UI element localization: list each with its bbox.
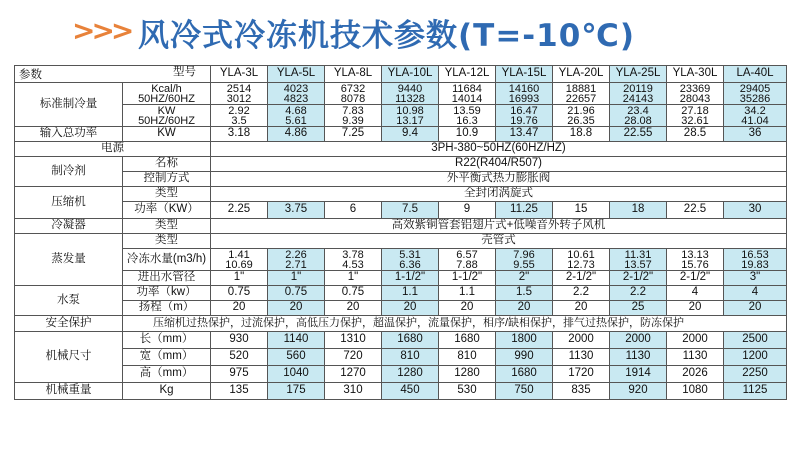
table-row bbox=[15, 316, 787, 332]
value-cell: 1130 bbox=[667, 349, 724, 366]
model-header: YLA-20L bbox=[553, 66, 610, 83]
value-cell bbox=[496, 249, 553, 271]
unit-kcal bbox=[123, 83, 211, 105]
value-cell: 7.5 bbox=[382, 202, 439, 219]
value-cell bbox=[610, 83, 667, 105]
weight-unit: Kg bbox=[123, 383, 211, 400]
value-cell: 3.18 bbox=[211, 127, 268, 142]
width-label: 宽（mm） bbox=[123, 349, 211, 366]
cell-line: 21.96 bbox=[567, 104, 595, 117]
cell-line: 29405 bbox=[739, 82, 771, 95]
cell-line: 18881 bbox=[565, 82, 597, 95]
cell-line: 10.98 bbox=[396, 104, 424, 117]
table-row bbox=[15, 271, 787, 286]
value-cell bbox=[325, 83, 382, 105]
weight-label: 机械重量 bbox=[15, 383, 123, 400]
value-cell: 1" bbox=[325, 271, 382, 286]
pump-label: 水泵 bbox=[15, 286, 123, 316]
cell-line: 12.73 bbox=[567, 258, 595, 271]
value-cell: 1680 bbox=[439, 332, 496, 349]
cell-line: 9.55 bbox=[513, 258, 535, 271]
pump-head-label: 扬程（m） bbox=[123, 301, 211, 316]
refrigerant-label: 制冷剂 bbox=[15, 157, 123, 187]
value-cell: 3" bbox=[724, 271, 787, 286]
cell-line: 50HZ/60HZ bbox=[138, 92, 195, 105]
cell-line: 16.3 bbox=[456, 114, 478, 127]
cell-line: 19.83 bbox=[741, 258, 769, 271]
value-cell: 1" bbox=[268, 271, 325, 286]
value-cell: 930 bbox=[211, 332, 268, 349]
compressor-type-label: 类型 bbox=[123, 187, 211, 202]
value-cell bbox=[325, 249, 382, 271]
value-cell bbox=[553, 249, 610, 271]
model-header: YLA-25L bbox=[610, 66, 667, 83]
cell-line: 7.96 bbox=[513, 248, 535, 261]
header-param-model bbox=[15, 66, 211, 83]
value-cell bbox=[325, 105, 382, 127]
table-row bbox=[15, 219, 787, 234]
evaporator-type-label: 类型 bbox=[123, 234, 211, 249]
value-cell: 1280 bbox=[439, 366, 496, 383]
value-cell: 28.5 bbox=[667, 127, 724, 142]
cell-line: 10.61 bbox=[567, 248, 595, 261]
condenser-label: 冷凝器 bbox=[15, 219, 123, 234]
compressor-type-value: 全封闭涡旋式 bbox=[211, 187, 787, 202]
value-cell: 2026 bbox=[667, 366, 724, 383]
cooling-label: 标准制冷量 bbox=[15, 83, 123, 127]
value-cell bbox=[553, 83, 610, 105]
value-cell: 20 bbox=[268, 301, 325, 316]
value-cell: 1130 bbox=[610, 349, 667, 366]
model-header: YLA-3L bbox=[211, 66, 268, 83]
cell-line: 28.08 bbox=[624, 114, 652, 127]
value-cell bbox=[268, 249, 325, 271]
cell-line: 50HZ/60HZ bbox=[138, 114, 195, 127]
value-cell: 1040 bbox=[268, 366, 325, 383]
cell-line: 5.61 bbox=[285, 114, 307, 127]
table-row bbox=[15, 105, 787, 127]
value-cell: 175 bbox=[268, 383, 325, 400]
value-cell: 4.86 bbox=[268, 127, 325, 142]
value-cell: 750 bbox=[496, 383, 553, 400]
header-model: 型号 bbox=[173, 66, 196, 78]
value-cell: 835 bbox=[553, 383, 610, 400]
cell-line: 13.57 bbox=[624, 258, 652, 271]
pipe-label: 进出水管径 bbox=[123, 271, 211, 286]
header-param: 参数 bbox=[19, 68, 42, 81]
cell-line: 2.26 bbox=[285, 248, 307, 261]
cell-line: KW bbox=[157, 104, 176, 117]
value-cell: 975 bbox=[211, 366, 268, 383]
cell-line: 6732 bbox=[340, 82, 366, 95]
cell-line: 7.83 bbox=[342, 104, 364, 117]
value-cell: 15 bbox=[553, 202, 610, 219]
value-cell: 720 bbox=[325, 349, 382, 366]
value-cell: 20 bbox=[496, 301, 553, 316]
cell-line: 4.53 bbox=[342, 258, 364, 271]
cell-line: 5.31 bbox=[399, 248, 421, 261]
value-cell: 4 bbox=[724, 286, 787, 301]
value-cell: 0.75 bbox=[211, 286, 268, 301]
cell-line: 16.53 bbox=[741, 248, 769, 261]
cell-line: 6.36 bbox=[399, 258, 421, 271]
value-cell: 0.75 bbox=[325, 286, 382, 301]
cell-line: 4023 bbox=[283, 82, 309, 95]
title-bar bbox=[0, 0, 800, 62]
cell-line: 9440 bbox=[397, 82, 423, 95]
input-power-unit: KW bbox=[123, 127, 211, 142]
cell-line: 3012 bbox=[226, 92, 252, 105]
dimensions-label: 机械尺寸 bbox=[15, 332, 123, 383]
value-cell: 2" bbox=[496, 271, 553, 286]
value-cell bbox=[610, 105, 667, 127]
value-cell: 20 bbox=[667, 301, 724, 316]
value-cell: 9.4 bbox=[382, 127, 439, 142]
compressor-power-label: 功率（KW） bbox=[123, 202, 211, 219]
cell-line: 14014 bbox=[451, 92, 483, 105]
value-cell: 1680 bbox=[382, 332, 439, 349]
evaporator-type-value: 壳管式 bbox=[211, 234, 787, 249]
safety-label: 安全保护 bbox=[15, 316, 123, 332]
value-cell: 520 bbox=[211, 349, 268, 366]
value-cell: 2.2 bbox=[553, 286, 610, 301]
cell-line: 14160 bbox=[508, 82, 540, 95]
table-row bbox=[15, 187, 787, 202]
value-cell: 20 bbox=[553, 301, 610, 316]
table-row bbox=[15, 202, 787, 219]
value-cell: 22.55 bbox=[610, 127, 667, 142]
control-label: 控制方式 bbox=[123, 172, 211, 187]
value-cell: 810 bbox=[382, 349, 439, 366]
value-cell bbox=[268, 83, 325, 105]
model-header: YLA-5L bbox=[268, 66, 325, 83]
table-row bbox=[15, 366, 787, 383]
value-cell: 2000 bbox=[667, 332, 724, 349]
value-cell: 1-1/2" bbox=[382, 271, 439, 286]
value-cell: 4 bbox=[667, 286, 724, 301]
table-row bbox=[15, 332, 787, 349]
cell-line: 15.76 bbox=[681, 258, 709, 271]
value-cell: 9 bbox=[439, 202, 496, 219]
value-cell: 2250 bbox=[724, 366, 787, 383]
value-cell: 2.2 bbox=[610, 286, 667, 301]
cell-line: 10.69 bbox=[225, 258, 253, 271]
value-cell bbox=[211, 249, 268, 271]
value-cell: 2000 bbox=[610, 332, 667, 349]
cell-line: 32.61 bbox=[681, 114, 709, 127]
cell-line: 9.39 bbox=[342, 114, 364, 127]
cell-line: 16993 bbox=[508, 92, 540, 105]
table-row bbox=[15, 127, 787, 142]
spec-table bbox=[14, 65, 787, 400]
value-cell: 1720 bbox=[553, 366, 610, 383]
value-cell: 2-1/2" bbox=[610, 271, 667, 286]
cell-line: 13.59 bbox=[453, 104, 481, 117]
value-cell bbox=[439, 249, 496, 271]
cell-line: 2.92 bbox=[228, 104, 250, 117]
value-cell bbox=[382, 83, 439, 105]
value-cell: 1914 bbox=[610, 366, 667, 383]
refrigerant-name-label: 名称 bbox=[123, 157, 211, 172]
table-row bbox=[15, 383, 787, 400]
table-row bbox=[15, 83, 787, 105]
value-cell: 20 bbox=[325, 301, 382, 316]
value-cell: 2.25 bbox=[211, 202, 268, 219]
condenser-type-label: 类型 bbox=[123, 219, 211, 234]
value-cell: 810 bbox=[439, 349, 496, 366]
cell-line: 19.76 bbox=[510, 114, 538, 127]
value-cell: 36 bbox=[724, 127, 787, 142]
value-cell: 7.25 bbox=[325, 127, 382, 142]
condenser-type-value: 高效紫铜管套铝翅片式+低噪音外转子风机 bbox=[211, 219, 787, 234]
compressor-label: 压缩机 bbox=[15, 187, 123, 219]
value-cell: 450 bbox=[382, 383, 439, 400]
value-cell bbox=[667, 105, 724, 127]
value-cell: 1.1 bbox=[439, 286, 496, 301]
value-cell: 13.47 bbox=[496, 127, 553, 142]
value-cell: 18 bbox=[610, 202, 667, 219]
cell-line: 41.04 bbox=[741, 114, 769, 127]
value-cell: 310 bbox=[325, 383, 382, 400]
cell-line: 4.68 bbox=[285, 104, 307, 117]
value-cell: 20 bbox=[211, 301, 268, 316]
value-cell: 11.25 bbox=[496, 202, 553, 219]
value-cell: 1130 bbox=[553, 349, 610, 366]
value-cell: 1-1/2" bbox=[439, 271, 496, 286]
value-cell: 2-1/2" bbox=[667, 271, 724, 286]
value-cell: 1280 bbox=[382, 366, 439, 383]
cell-line: 34.2 bbox=[744, 104, 766, 117]
input-power-label: 输入总功率 bbox=[15, 127, 123, 142]
table-row bbox=[15, 301, 787, 316]
model-header: YLA-12L bbox=[439, 66, 496, 83]
value-cell bbox=[724, 105, 787, 127]
value-cell bbox=[211, 105, 268, 127]
spec-table-body bbox=[15, 66, 787, 400]
table-row bbox=[15, 249, 787, 271]
cell-line: 22657 bbox=[565, 92, 597, 105]
value-cell: 1.5 bbox=[496, 286, 553, 301]
cell-line: 7.88 bbox=[456, 258, 478, 271]
unit-kw bbox=[123, 105, 211, 127]
cell-line: 20119 bbox=[623, 82, 653, 95]
value-cell: 1200 bbox=[724, 349, 787, 366]
cell-line: 8078 bbox=[340, 92, 366, 105]
value-cell bbox=[439, 83, 496, 105]
value-cell: 2-1/2" bbox=[553, 271, 610, 286]
height-label: 高（mm） bbox=[123, 366, 211, 383]
refrigerant-name-value: R22(R404/R507) bbox=[211, 157, 787, 172]
cell-line: 24143 bbox=[622, 92, 654, 105]
cell-line: 13.17 bbox=[396, 114, 424, 127]
cell-line: 28043 bbox=[679, 92, 711, 105]
pump-power-label: 功率（kw） bbox=[123, 286, 211, 301]
cell-line: 23.4 bbox=[627, 104, 649, 117]
value-cell: 1270 bbox=[325, 366, 382, 383]
value-cell: 25 bbox=[610, 301, 667, 316]
value-cell: 135 bbox=[211, 383, 268, 400]
model-header: YLA-8L bbox=[325, 66, 382, 83]
cell-line: Kcal/h bbox=[151, 82, 182, 95]
cell-line: 16.47 bbox=[510, 104, 538, 117]
value-cell: 10.9 bbox=[439, 127, 496, 142]
arrows-icon: >>> bbox=[72, 14, 131, 47]
cell-line: 11328 bbox=[395, 92, 425, 105]
table-row bbox=[15, 142, 787, 157]
value-cell bbox=[382, 105, 439, 127]
power-supply-label: 电源 bbox=[15, 142, 211, 157]
value-cell: 2000 bbox=[553, 332, 610, 349]
evaporator-label: 蒸发量 bbox=[15, 234, 123, 286]
cell-line: 4823 bbox=[283, 92, 309, 105]
safety-value: 压缩机过热保护，过流保护，高低压力保护，超温保护，流量保护，相序/缺相保护，排气过热保护，防冻保护 bbox=[123, 316, 787, 332]
value-cell: 1080 bbox=[667, 383, 724, 400]
value-cell bbox=[211, 83, 268, 105]
cell-line: 13.13 bbox=[681, 248, 709, 261]
value-cell: 920 bbox=[610, 383, 667, 400]
value-cell: 6 bbox=[325, 202, 382, 219]
table-row bbox=[15, 157, 787, 172]
value-cell: 560 bbox=[268, 349, 325, 366]
value-cell: 1140 bbox=[268, 332, 325, 349]
cell-line: 11684 bbox=[452, 82, 482, 95]
value-cell: 1680 bbox=[496, 366, 553, 383]
value-cell: 22.5 bbox=[667, 202, 724, 219]
value-cell: 1" bbox=[211, 271, 268, 286]
value-cell bbox=[439, 105, 496, 127]
power-supply-value: 3PH-380~50HZ(60HZ/HZ) bbox=[211, 142, 787, 157]
cell-line: 2514 bbox=[226, 82, 252, 95]
page-title: 风冷式冷冻机技术参数(T=-10℃) bbox=[138, 18, 636, 54]
table-row bbox=[15, 172, 787, 187]
value-cell: 20 bbox=[439, 301, 496, 316]
value-cell bbox=[724, 249, 787, 271]
value-cell: 1125 bbox=[724, 383, 787, 400]
value-cell bbox=[382, 249, 439, 271]
cell-line: 3.5 bbox=[231, 114, 247, 127]
value-cell: 1310 bbox=[325, 332, 382, 349]
length-label: 长（mm） bbox=[123, 332, 211, 349]
model-header: YLA-10L bbox=[382, 66, 439, 83]
value-cell bbox=[724, 83, 787, 105]
value-cell: 2500 bbox=[724, 332, 787, 349]
value-cell bbox=[667, 83, 724, 105]
value-cell: 990 bbox=[496, 349, 553, 366]
value-cell: 30 bbox=[724, 202, 787, 219]
value-cell bbox=[496, 105, 553, 127]
cell-line: 6.57 bbox=[456, 248, 478, 261]
table-row bbox=[15, 349, 787, 366]
value-cell: 20 bbox=[382, 301, 439, 316]
cell-line: 2.71 bbox=[285, 258, 307, 271]
model-header: YLA-30L bbox=[667, 66, 724, 83]
table-row bbox=[15, 234, 787, 249]
cell-line: 11.31 bbox=[624, 248, 652, 261]
value-cell: 1800 bbox=[496, 332, 553, 349]
flow-label: 冷冻水量(m3/h) bbox=[123, 249, 211, 271]
cell-line: 3.78 bbox=[342, 248, 364, 261]
model-header: YLA-15L bbox=[496, 66, 553, 83]
value-cell: 1.1 bbox=[382, 286, 439, 301]
control-value: 外平衡式热力膨胀阀 bbox=[211, 172, 787, 187]
value-cell: 18.8 bbox=[553, 127, 610, 142]
value-cell: 20 bbox=[724, 301, 787, 316]
cell-line: 26.35 bbox=[567, 114, 595, 127]
value-cell: 3.75 bbox=[268, 202, 325, 219]
table-row bbox=[15, 286, 787, 301]
value-cell: 0.75 bbox=[268, 286, 325, 301]
value-cell bbox=[496, 83, 553, 105]
cell-line: 1.41 bbox=[228, 248, 250, 261]
value-cell bbox=[667, 249, 724, 271]
value-cell: 530 bbox=[439, 383, 496, 400]
value-cell bbox=[268, 105, 325, 127]
cell-line: 27.18 bbox=[681, 104, 709, 117]
value-cell bbox=[610, 249, 667, 271]
value-cell bbox=[553, 105, 610, 127]
model-header: LA-40L bbox=[724, 66, 787, 83]
table-row bbox=[15, 66, 787, 83]
cell-line: 23369 bbox=[679, 82, 711, 95]
cell-line: 35286 bbox=[739, 92, 771, 105]
